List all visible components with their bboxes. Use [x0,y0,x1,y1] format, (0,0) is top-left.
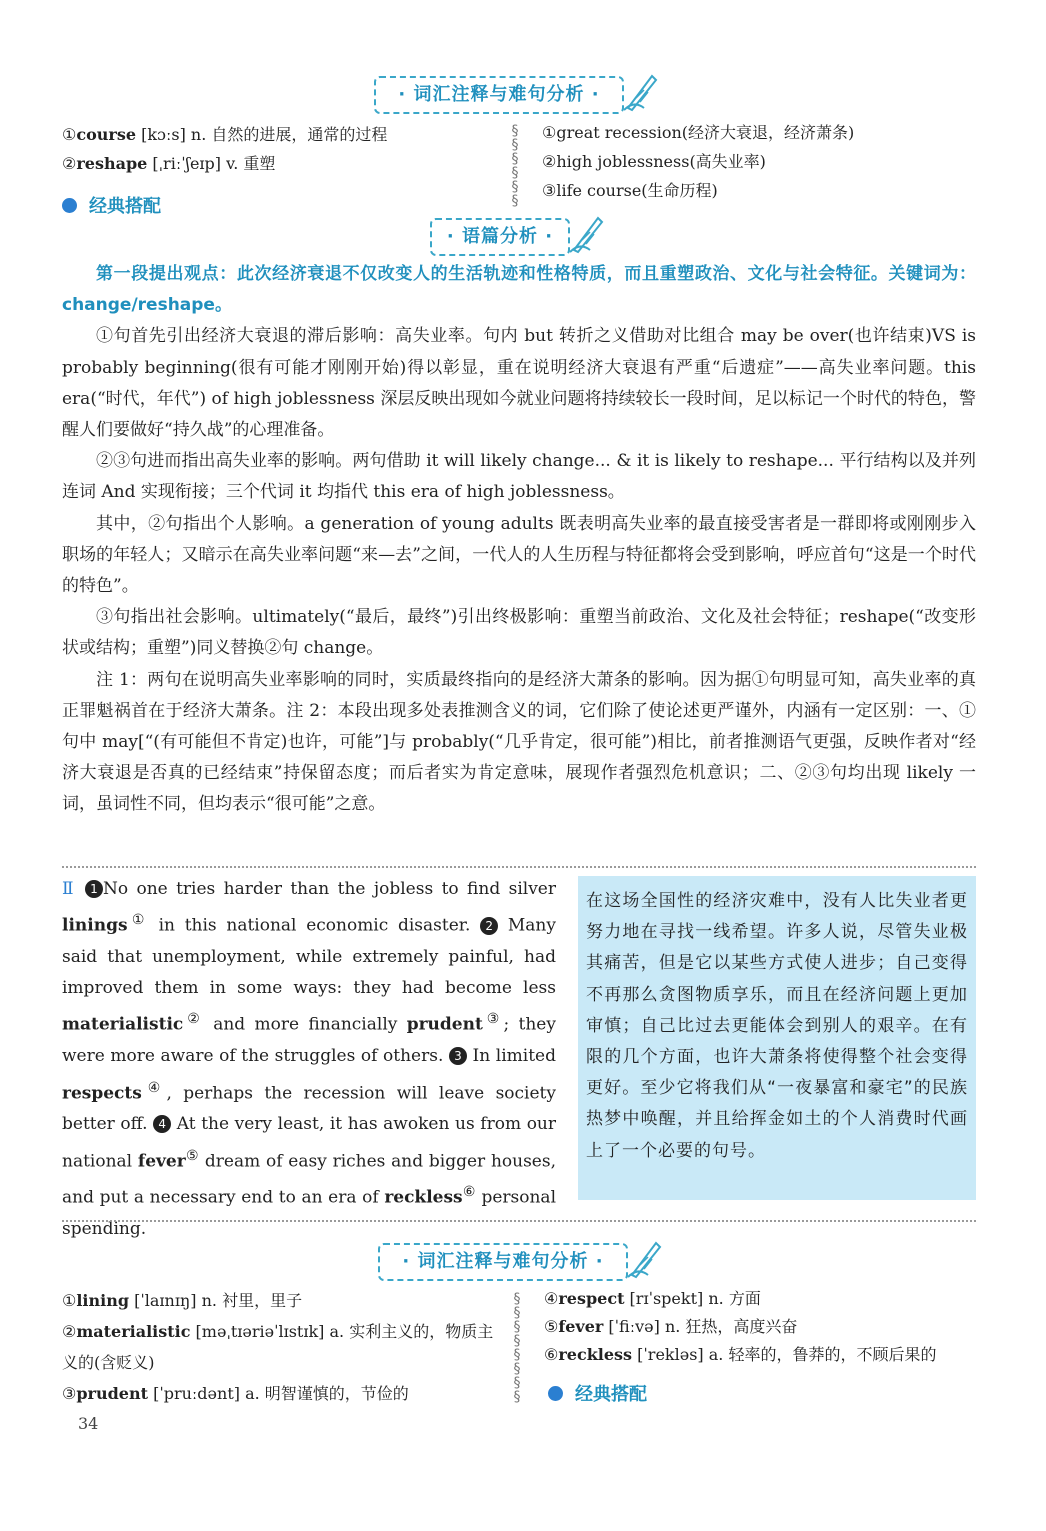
sentence-number: 2 [480,917,498,935]
analysis-paragraph: ②③句进而指出高失业率的影响。两句借助 it will likely change... & it is likely to reshape... 平行结构以及并列连词 And 实现衔接；三个代词 it 均指代 this era of high joblessness。 [62,451,976,503]
vocab-item: ②high joblessness(高失业率) [542,152,766,171]
analysis-paragraph: ①句首先引出经济大衰退的滞后影响：高失业率。句内 but 转折之义借助对比组合 may be over(也许结束)VS is probably beginning(很有可能才刚刚开始)得以彰显，重在说明经济大衰退有严重“后遗症”——高失业率问题。this era(“时代，年代”) of high joblessness 深层反映出现如今就业问题将持续较长一段时间，足以标记一个时代的特色，警醒人们要做好“持久战”的心理准备。 [62,326,976,441]
divider-bottom [62,1220,976,1222]
sentence-number: 1 [85,880,103,898]
vocab-word: respects [62,1083,142,1104]
analysis-paragraph: ③句指出社会影响。ultimately(“最后，最终”)引出终极影响：重塑当前政治、文化及社会特征；reshape(“改变形状或结构；重塑”)同义替换②句 change。 [62,607,976,659]
sentence-number: 3 [449,1047,467,1065]
vocab-word: fever [137,1151,186,1172]
analysis-paragraph: 其中，②句指出个人影响。a generation of young adults 既表明高失业率的最直接受害者是一群即将或刚刚步入职场的年轻人；又暗示在高失业率问题“来—去”之间，一代人的人生历程与特征都将会受到影响，呼应首句“这是一个时代的特色”。 [62,513,976,597]
quill-pen-icon [568,212,608,254]
bullet-dot-icon [548,1386,563,1401]
translation-box: 在这场全国性的经济灾难中，没有人比失业者更努力地在寻找一线希望。许多人说，尽管失业极其痛苦，但是它以某些方式使人进步；自己变得不再那么贪图物质享乐，而且在经济问题上更加审慎；自己比过去更能体会到别人的艰辛。在有限的几个方面，也许大萧条将使得整个社会变得更好。至少它将我们从“一夜暴富和豪宅”的民族热梦中唤醒，并且给挥金如土的个人消费时代画上了一个必要的句号。 [578,876,976,1200]
vocab-list-right-2 [544,1285,984,1369]
sentence-number: 4 [153,1115,171,1133]
section-badge-vocab-1: · 词汇注释与难句分析 · [374,76,624,114]
vocab-item: ②reshape [ˌriːˈʃeɪp] v. 重塑 [62,154,276,173]
vocab-item: ②materialistic [məˌtɪəriəˈlɪstɪk] a. 实利主义的，物质主义的(含贬义) [62,1322,494,1372]
divider-top [62,866,976,868]
vocab-list-left-2 [62,1285,498,1409]
vocab-item: ③life course(生命历程) [542,181,718,200]
wavy-divider: § § § § § § § § [513,1291,521,1405]
vocab-list-left-1 [62,120,502,178]
passage-text: Ⅱ 1 No one tries harder than the jobless to find silver linings① in this national economic disaster. 2 Many said that unemployment, while extremely painful, had improved them in some ways: they had become less materialistic② and more financially prudent③; they were more aware of the struggles of others. 3 In limited respects④, perhaps the recession will leave society better off. 4 At the very least, it has awoken us from our national fever⑤ dream of easy riches and bigger houses, and put a necessary end to an era of reckless⑥ personal spending. [62,879,557,1240]
vocab-word: materialistic [62,1015,184,1036]
vocab-item: ⑤fever [ˈfiːvə] n. 狂热，高度兴奋 [544,1317,798,1336]
vocab-word: linings [62,915,128,936]
vocab-word: prudent [406,1015,483,1036]
section-badge-discourse: · 语篇分析 · [430,218,570,256]
wavy-divider: § § § § § § [511,123,519,209]
vocab-item: ④respect [rɪˈspekt] n. 方面 [544,1289,761,1308]
vocab-item: ①great recession(经济大衰退，经济萧条) [542,123,855,142]
collocation-heading-1: 经典搭配 [62,192,161,218]
quill-pen-icon [622,70,662,112]
analysis-lead: 第一段提出观点：此次经济衰退不仅改变人的生活轨迹和性格特质，而且重塑政治、文化与社会特征。关键词为：change/reshape。 [62,264,976,316]
discourse-analysis [62,259,976,821]
paragraph-roman-numeral: Ⅱ [62,879,77,899]
vocab-list-right-1 [542,118,982,205]
bullet-dot-icon [62,198,77,213]
vocab-item: ③prudent [ˈpruːdənt] a. 明智谨慎的，节俭的 [62,1384,409,1403]
collocation-heading-2: 经典搭配 [548,1380,647,1406]
analysis-note: 注 1：两句在说明高失业率影响的同时，实质最终指向的是经济大萧条的影响。因为据①句明显可知，高失业率的真正罪魁祸首在于经济大萧条。注 2：本段出现多处表推测含义的词，它们除了使论述更严谨外，内涵有一定区别：一、①句中 may[“(有可能但不肯定)也许，可能”]与 probably(“几乎肯定，很可能”)相比，前者推测语气更强，反映作者对“经济大衰退是否真的已经结束”持保留态度；而后者实为肯定意味，展现作者强烈危机意识；二、②③句均出现 likely 一词，虽词性不同，但均表示“很可能”之意。 [62,669,976,815]
vocab-item: ①lining [ˈlaɪnɪŋ] n. 衬里，里子 [62,1291,303,1310]
vocab-item: ①course [kɔːs] n. 自然的进展，通常的过程 [62,125,388,144]
vocab-word: reckless [384,1188,463,1209]
section-badge-vocab-2: · 词汇注释与难句分析 · [378,1243,628,1281]
vocab-item: ⑥reckless [ˈrekləs] a. 轻率的，鲁莽的，不顾后果的 [544,1345,937,1364]
quill-pen-icon [626,1237,666,1279]
page-number: 34 [78,1414,99,1433]
